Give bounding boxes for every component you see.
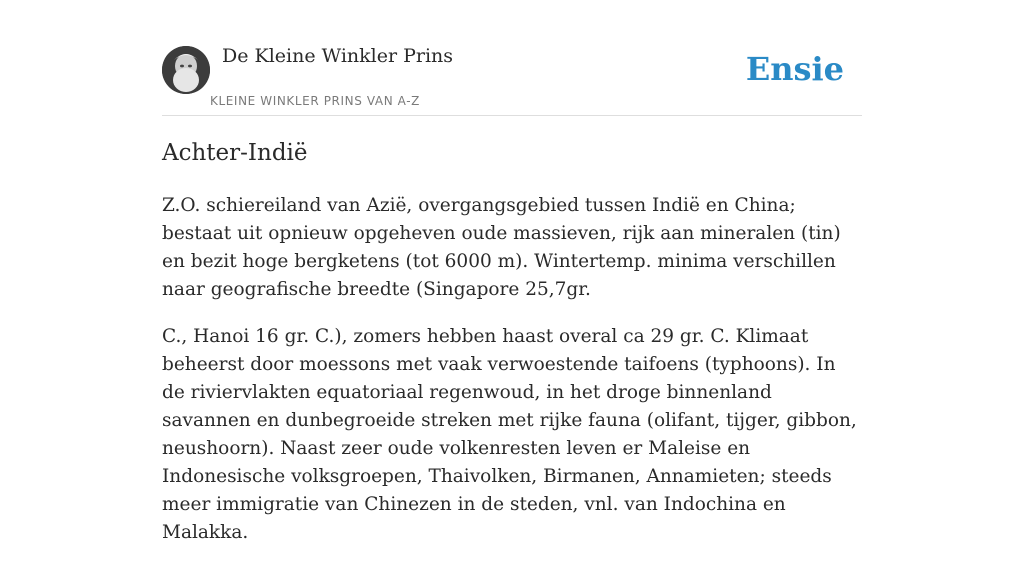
book-title[interactable]: De Kleine Winkler Prins (222, 45, 454, 67)
portrait-image (162, 46, 210, 94)
entry-body (162, 192, 862, 566)
entry-paragraph: Z.O. schiereiland van Azië, overgangsgebied tussen Indië en China; bestaat uit opnieuw opgeheven oude massieven, rijk aan mineralen (tin) en bezit hoge bergketens (tot 6000 m). Wintertemp. minima verschillen naar geografische breedte (Singapore 25,7gr. (162, 195, 841, 300)
entry-paragraph: C., Hanoi 16 gr. C.), zomers hebben haast overal ca 29 gr. C. Klimaat beheerst door moessons met vaak verwoestende taifoens (typhoons). In de riviervlakten equatoriaal regenwoud, in het droge binnenland savannen en dunbegroeide streken met rijke fauna (olifant, tijger, gibbon, neushoorn). Naast zeer oude volkenresten leven er Maleise en Indonesische volksgroepen, Thaivolken, Birmanen, Annamieten; steeds meer immigratie van Chinezen in de steden, vnl. van Indochina en Malakka. (162, 326, 857, 543)
book-header (162, 0, 862, 116)
page-container (162, 0, 862, 543)
entry-title: Achter-Indië (162, 140, 308, 166)
ensie-logo[interactable]: Ensie (745, 50, 844, 88)
author-avatar[interactable] (162, 46, 210, 94)
book-subtitle[interactable]: KLEINE WINKLER PRINS VAN A-Z (210, 94, 420, 108)
